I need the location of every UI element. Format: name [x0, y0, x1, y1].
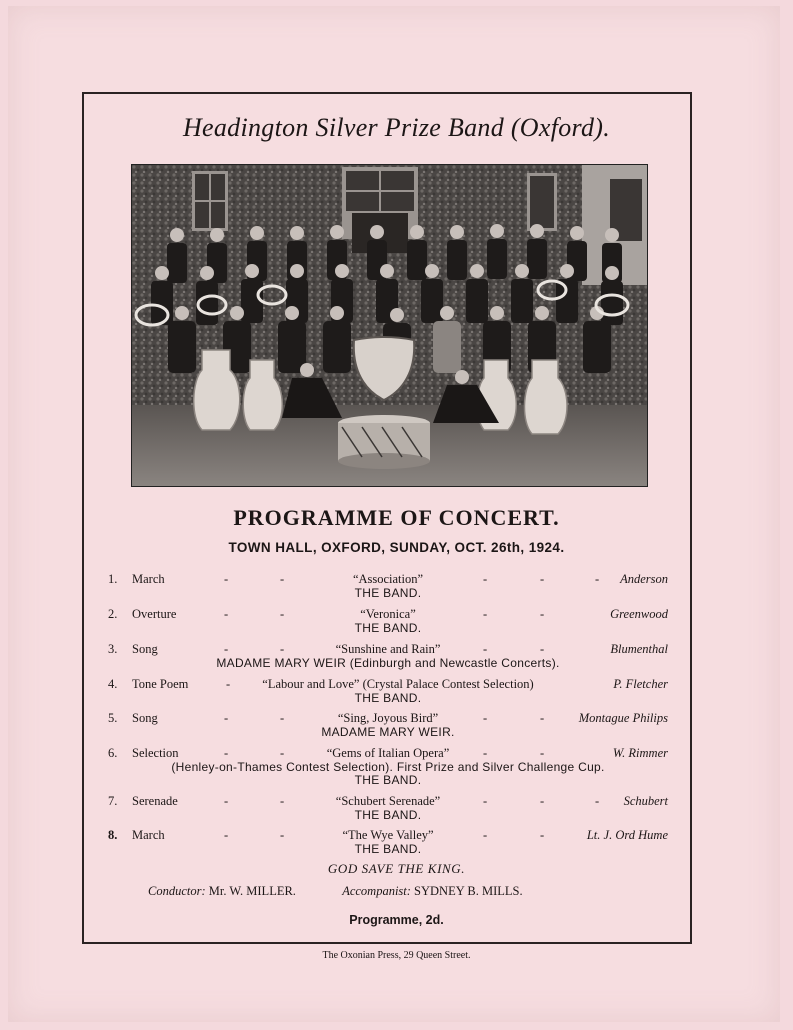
leader-dash: -	[483, 794, 488, 808]
item-number: 7.	[108, 794, 118, 808]
conductor-name: Mr. W. MILLER.	[208, 884, 296, 898]
leader-dash: -	[224, 828, 229, 842]
printer-imprint: The Oxonian Press, 29 Queen Street.	[322, 950, 471, 961]
item-type: Serenade	[132, 794, 178, 808]
leader-dash: -	[540, 794, 545, 808]
venue-line: TOWN HALL, OXFORD, SUNDAY, OCT. 26th, 1924.	[228, 540, 565, 555]
item-composer: Greenwood	[610, 607, 668, 621]
item-performer: THE BAND.	[354, 842, 422, 856]
item-performer: THE BAND.	[354, 691, 422, 705]
item-performer: THE BAND.	[354, 808, 422, 822]
programme-item	[108, 828, 668, 856]
item-number: 1.	[108, 572, 118, 586]
leader-dash: -	[280, 828, 285, 842]
item-composer: P. Fletcher	[613, 677, 668, 691]
leader-dash: -	[224, 746, 229, 760]
leader-dash: -	[540, 746, 545, 760]
leader-dash: -	[224, 711, 229, 725]
item-type: March	[132, 828, 165, 842]
accompanist-name: SYDNEY B. MILLS.	[414, 884, 523, 898]
leader-dash: -	[483, 607, 488, 621]
band-photograph	[131, 164, 648, 487]
leader-dash: -	[595, 572, 600, 586]
leader-dash: -	[483, 828, 488, 842]
programme-item	[108, 642, 668, 670]
item-piece: “Association”	[352, 572, 424, 586]
item-composer: Montague Philips	[578, 711, 668, 725]
item-piece: “Labour and Love” (Crystal Palace Contest Selection)	[262, 677, 534, 691]
item-number: 2.	[108, 607, 118, 621]
leader-dash: -	[540, 607, 545, 621]
item-composer: Blumenthal	[610, 642, 668, 656]
item-type: Overture	[132, 607, 177, 621]
item-number: 5.	[108, 711, 118, 725]
leader-dash: -	[224, 642, 229, 656]
band-photo-illustration	[132, 165, 647, 486]
programme-price: Programme, 2d.	[349, 913, 444, 927]
item-composer: Anderson	[620, 572, 668, 586]
leader-dash: -	[595, 794, 600, 808]
band-title: Headington Silver Prize Band (Oxford).	[182, 113, 611, 142]
item-number: 3.	[108, 642, 118, 656]
leader-dash: -	[280, 794, 285, 808]
accompanist-label: Accompanist:	[342, 884, 411, 898]
leader-dash: -	[226, 677, 231, 691]
item-number: 8.	[108, 828, 118, 842]
leader-dash: -	[540, 642, 545, 656]
leader-dash: -	[280, 572, 285, 586]
programme-item	[108, 677, 668, 705]
leader-dash: -	[540, 711, 545, 725]
credits-line	[148, 884, 523, 899]
item-piece: “The Wye Valley”	[342, 828, 434, 842]
item-performer: THE BAND.	[354, 773, 422, 787]
item-composer: Lt. J. Ord Hume	[586, 828, 668, 842]
item-performer: MADAME MARY WEIR.	[321, 725, 455, 739]
leader-dash: -	[540, 828, 545, 842]
item-performer: MADAME MARY WEIR (Edinburgh and Newcastle Concerts).	[216, 656, 560, 670]
item-type: Selection	[132, 746, 179, 760]
leader-dash: -	[224, 607, 229, 621]
programme-heading: PROGRAMME OF CONCERT.	[233, 505, 560, 530]
leader-dash: -	[483, 711, 488, 725]
leader-dash: -	[280, 711, 285, 725]
leader-dash: -	[280, 746, 285, 760]
item-performer: THE BAND.	[354, 621, 422, 635]
leader-dash: -	[280, 642, 285, 656]
leader-dash: -	[224, 572, 229, 586]
item-piece: “Sing, Joyous Bird”	[337, 711, 439, 725]
item-type: Song	[132, 711, 158, 725]
item-piece: “Schubert Serenade”	[335, 794, 441, 808]
item-type: Tone Poem	[132, 677, 189, 691]
item-number: 4.	[108, 677, 118, 691]
leader-dash: -	[483, 572, 488, 586]
leader-dash: -	[280, 607, 285, 621]
programme-item	[108, 746, 668, 787]
leader-dash: -	[483, 642, 488, 656]
programme-item	[108, 607, 668, 635]
item-composer: Schubert	[623, 794, 668, 808]
programme-item	[108, 711, 668, 739]
item-type: March	[132, 572, 165, 586]
leader-dash: -	[224, 794, 229, 808]
programme-item	[108, 572, 668, 600]
item-performer: THE BAND.	[354, 586, 422, 600]
item-note: (Henley-on-Thames Contest Selection). First Prize and Silver Challenge Cup.	[171, 760, 605, 774]
leader-dash: -	[483, 746, 488, 760]
god-save-the-king: GOD SAVE THE KING.	[327, 861, 466, 876]
item-piece: “Sunshine and Rain”	[335, 642, 441, 656]
item-piece: “Gems of Italian Opera”	[326, 746, 450, 760]
item-piece: “Veronica”	[360, 607, 416, 621]
item-type: Song	[132, 642, 158, 656]
programme-item	[108, 794, 668, 822]
item-composer: W. Rimmer	[612, 746, 668, 760]
conductor-label: Conductor:	[148, 884, 206, 898]
leader-dash: -	[540, 572, 545, 586]
item-number: 6.	[108, 746, 118, 760]
